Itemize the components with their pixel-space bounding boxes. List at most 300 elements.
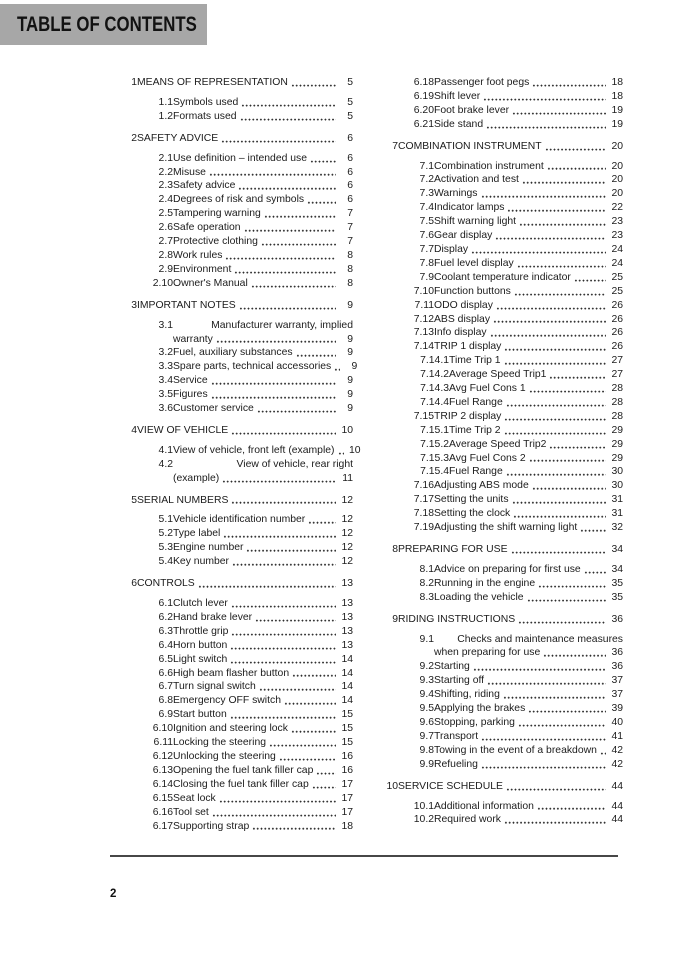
- entry-page-number: 6: [347, 152, 353, 164]
- entry-page-number: 40: [611, 716, 623, 728]
- entry-page-number: 26: [611, 327, 623, 339]
- toc-group: [112, 132, 353, 291]
- section-number: 6: [131, 578, 137, 590]
- entry-page-number: 42: [611, 758, 623, 770]
- section-entry: [137, 424, 353, 438]
- section-entry: [137, 299, 353, 313]
- entry-title: Locking the steering: [173, 737, 266, 749]
- entry-page-number: 12: [341, 556, 353, 568]
- toc-entry: [112, 319, 353, 347]
- entry-title: Stopping, parking: [434, 716, 515, 728]
- entry-body: [434, 257, 623, 271]
- entry-body: [173, 249, 353, 263]
- toc-entry: [373, 326, 623, 340]
- entry-title: Time Trip 2: [449, 424, 501, 436]
- toc-entry: [373, 563, 623, 577]
- toc-entry: [112, 179, 353, 193]
- entry-body: [173, 458, 353, 486]
- dot-leader: [507, 209, 606, 213]
- entry-number: 7.14.3: [420, 383, 449, 395]
- toc-entry: [373, 396, 623, 410]
- toc-entry: [112, 680, 353, 694]
- dot-leader: [486, 126, 606, 130]
- dot-leader: [503, 696, 606, 700]
- entry-number: 1.2: [158, 110, 173, 122]
- toc-entry: [373, 591, 623, 605]
- footer-rule: [110, 855, 618, 857]
- entry-page-number: 42: [611, 744, 623, 756]
- entry-body: [434, 674, 623, 688]
- entry-page-number: 9: [347, 389, 353, 401]
- entry-number: 7.11: [414, 299, 434, 311]
- dot-leader: [209, 173, 336, 177]
- entry-body: [434, 229, 623, 243]
- entry-number: 2.4: [158, 194, 173, 206]
- section-number: 8: [392, 544, 398, 555]
- entry-title: Figures: [173, 389, 208, 401]
- toc-entry: [112, 625, 353, 639]
- dot-leader: [261, 243, 336, 247]
- entry-page-number: 28: [611, 383, 623, 395]
- entry-title: Opening the fuel tank filler cap: [173, 764, 314, 776]
- toc-entry: [112, 166, 353, 180]
- dot-leader: [310, 160, 336, 164]
- entry-title: Throttle grip: [173, 625, 229, 637]
- entry-title: Supporting strap: [173, 820, 250, 832]
- entry-title: High beam flasher button: [173, 667, 290, 679]
- toc-column-right: [373, 76, 623, 827]
- entry-title: Unlocking the steering: [173, 750, 276, 762]
- entry-title: Horn button: [173, 639, 228, 651]
- entry-number: 2.3: [158, 180, 173, 192]
- dot-leader: [532, 84, 606, 88]
- dot-leader: [490, 334, 606, 338]
- toc-entry: [112, 555, 353, 569]
- entry-page-number: 12: [341, 528, 353, 540]
- entry-number: 7.1: [419, 160, 434, 172]
- entry-body: [173, 611, 353, 625]
- entry-body: [434, 90, 623, 104]
- section-page-number: 20: [611, 140, 623, 152]
- entry-title: Setting the units: [434, 494, 509, 506]
- entry-body: [434, 340, 623, 354]
- entry-title: Display: [434, 243, 469, 255]
- entry-number: 5.4: [158, 556, 173, 568]
- dot-leader: [264, 215, 336, 219]
- dot-leader: [255, 619, 336, 623]
- page-title: TABLE OF CONTENTS: [17, 12, 197, 36]
- dot-leader: [518, 621, 606, 625]
- entry-page-number: 20: [611, 188, 623, 200]
- toc-entry: [373, 716, 623, 730]
- toc-entry: [112, 820, 353, 834]
- entry-title: Checks and maintenance measures: [457, 633, 623, 645]
- entry-body: [434, 299, 623, 313]
- entry-number: 8.1: [419, 563, 434, 575]
- dot-leader: [529, 459, 606, 463]
- entry-title: Indicator lamps: [434, 202, 505, 214]
- toc-group: [112, 424, 361, 486]
- dot-leader: [222, 480, 336, 484]
- entry-page-number: 15: [341, 737, 353, 749]
- entry-page-number: 8: [347, 263, 353, 275]
- entry-page-number: 29: [611, 452, 623, 464]
- dot-leader: [511, 551, 606, 555]
- toc-entry: [112, 708, 353, 722]
- toc-entry: [373, 104, 623, 118]
- entry-title: Avg Fuel Cons 2: [449, 452, 526, 464]
- section-title: SAFETY ADVICE: [137, 132, 219, 144]
- dot-leader: [231, 633, 336, 637]
- toc-group: [112, 76, 353, 124]
- dot-leader: [512, 501, 606, 505]
- entry-number: 6.4: [158, 639, 173, 651]
- entry-page-number: 7: [347, 222, 353, 234]
- entry-title: Required work: [434, 814, 501, 826]
- entry-title-line2: [173, 333, 353, 347]
- dot-leader: [481, 738, 606, 742]
- entry-body: [173, 346, 353, 360]
- entry-title: Activation and test: [434, 174, 519, 186]
- section-entry: [398, 140, 623, 154]
- entry-page-number: 36: [611, 647, 623, 659]
- section-entry: [398, 543, 623, 557]
- toc-entry: [373, 493, 623, 507]
- section-entry: [137, 494, 353, 508]
- entry-title: Ignition and steering lock: [173, 723, 288, 735]
- entry-number: 10.1: [413, 800, 434, 812]
- dot-leader: [483, 98, 606, 102]
- section-number: 10: [386, 780, 398, 792]
- dot-leader: [211, 396, 336, 400]
- toc-entry: [373, 90, 623, 104]
- entry-page-number: 28: [611, 396, 623, 408]
- entry-number: 9.6: [419, 716, 434, 728]
- dot-leader: [504, 348, 606, 352]
- entry-number: 5.3: [158, 542, 173, 554]
- entry-page-number: 26: [611, 313, 623, 325]
- entry-title: Key number: [173, 556, 230, 568]
- entry-page-number: 9: [347, 403, 353, 415]
- entry-body: [173, 722, 353, 736]
- entry-title: Environment: [173, 263, 232, 275]
- toc-entry: [373, 410, 623, 424]
- entry-page-number: 14: [341, 695, 353, 707]
- entry-title-continued: when preparing for use: [434, 647, 541, 659]
- entry-number: 7.5: [419, 216, 434, 228]
- toc-entry: [112, 778, 353, 792]
- dot-leader: [257, 410, 336, 414]
- section-page-number: 44: [611, 780, 623, 792]
- entry-title: Starting: [434, 661, 470, 673]
- section-number: 1: [131, 77, 137, 88]
- entry-number: 6.1: [158, 598, 173, 609]
- entry-body: [173, 680, 353, 694]
- entry-title: Customer service: [173, 403, 254, 415]
- toc-entry: [373, 187, 623, 201]
- toc-entry: [112, 249, 353, 263]
- dot-leader: [504, 362, 606, 366]
- toc-entry: [373, 201, 623, 215]
- entry-number: 5.2: [158, 528, 173, 540]
- toc-entry: [373, 730, 623, 744]
- entry-page-number: 12: [341, 542, 353, 554]
- entry-title: Time Trip 1: [449, 355, 501, 367]
- entry-body: [173, 388, 353, 402]
- entry-page-number: 9: [347, 333, 353, 345]
- entry-body: [434, 800, 623, 814]
- toc-entry: [112, 152, 353, 166]
- entry-body: [173, 277, 353, 291]
- dot-leader: [538, 585, 606, 589]
- dot-leader: [481, 766, 606, 770]
- entry-number: 7.18: [413, 508, 434, 520]
- entry-page-number: 18: [611, 90, 623, 102]
- toc-entry: [112, 221, 353, 235]
- entry-body: [173, 708, 353, 722]
- entry-title: Passenger foot pegs: [434, 77, 530, 88]
- entry-page-number: 16: [341, 750, 353, 762]
- dot-leader: [517, 265, 606, 269]
- dot-leader: [211, 382, 336, 386]
- dot-leader: [545, 148, 606, 152]
- entry-number: 6.7: [158, 681, 173, 693]
- entry-page-number: 13: [341, 625, 353, 637]
- entry-body: [173, 221, 353, 235]
- entry-title: Adjusting the shift warning light: [434, 522, 578, 534]
- toc-entry: [112, 110, 353, 124]
- toc-entry: [112, 374, 353, 388]
- dot-leader: [518, 724, 606, 728]
- entry-body: [434, 187, 623, 201]
- entry-page-number: 35: [611, 591, 623, 603]
- entry-title: TRIP 2 display: [434, 410, 502, 422]
- dot-leader: [504, 432, 606, 436]
- entry-number: 2.7: [158, 236, 173, 248]
- entry-page-number: 17: [341, 778, 353, 790]
- entry-title: Function buttons: [434, 285, 511, 297]
- section-entry: [398, 780, 623, 794]
- entry-page-number: 20: [611, 174, 623, 186]
- toc-entry: [112, 360, 358, 374]
- dot-leader: [506, 788, 606, 792]
- page-header: [0, 4, 207, 45]
- dot-leader: [198, 585, 336, 589]
- entry-page-number: 26: [611, 299, 623, 311]
- toc-section-heading: [112, 76, 353, 90]
- dot-leader: [496, 307, 606, 311]
- entry-number: 3.1: [158, 319, 173, 331]
- dot-leader: [334, 368, 340, 372]
- dot-leader: [279, 758, 336, 762]
- toc-entry: [373, 257, 623, 271]
- entry-body: [173, 179, 353, 193]
- entry-body: [449, 382, 623, 396]
- entry-page-number: 37: [611, 675, 623, 687]
- dot-leader: [219, 800, 336, 804]
- entry-page-number: 28: [611, 410, 623, 422]
- dot-leader: [493, 320, 606, 324]
- entry-body: [173, 96, 353, 110]
- dot-leader: [252, 827, 336, 831]
- entry-number: 9.8: [419, 744, 434, 756]
- dot-leader: [231, 501, 336, 505]
- toc-entry: [112, 527, 353, 541]
- entry-number: 4.2: [158, 458, 173, 470]
- entry-number: 7.14.2: [420, 369, 449, 381]
- toc-group: [373, 780, 623, 828]
- entry-body: [173, 360, 358, 374]
- toc-entry: [373, 674, 623, 688]
- section-page-number: 10: [341, 424, 353, 436]
- section-title: COMBINATION INSTRUMENT: [398, 140, 542, 152]
- toc-entry: [373, 160, 623, 174]
- section-number: 5: [131, 494, 137, 506]
- toc-entry: [112, 806, 353, 820]
- dot-leader: [240, 118, 336, 122]
- section-number: 4: [131, 424, 137, 436]
- toc-entry: [373, 507, 623, 521]
- entry-title: TRIP 1 display: [434, 341, 502, 353]
- entry-title: Setting the clock: [434, 508, 511, 520]
- toc-entry: [112, 235, 353, 249]
- dot-leader: [241, 104, 336, 108]
- toc-entry: [373, 438, 623, 452]
- section-page-number: 6: [347, 132, 353, 144]
- section-title: CONTROLS: [137, 578, 195, 590]
- toc-entry: [112, 96, 353, 110]
- dot-leader: [495, 237, 606, 241]
- toc-entry: [112, 750, 353, 764]
- entry-page-number: 22: [611, 202, 623, 214]
- entry-number: 7.15.1: [420, 424, 449, 436]
- entry-number: 6.14: [152, 778, 173, 790]
- entry-body: [434, 201, 623, 215]
- dot-leader: [292, 674, 336, 678]
- dot-leader: [580, 529, 606, 533]
- entry-body: [173, 235, 353, 249]
- entry-page-number: 25: [611, 285, 623, 297]
- entry-number: 2.6: [158, 222, 173, 234]
- entry-body: [173, 541, 353, 555]
- dot-leader: [574, 279, 606, 283]
- entry-body: [449, 396, 623, 410]
- entry-page-number: 13: [341, 611, 353, 623]
- entry-title: Light switch: [173, 653, 228, 665]
- entry-page-number: 15: [341, 723, 353, 735]
- toc-entry: [112, 694, 353, 708]
- dot-leader: [549, 376, 606, 380]
- toc-entry: [373, 340, 623, 354]
- dot-leader: [514, 293, 606, 297]
- entry-number: 5.1: [158, 514, 173, 526]
- entry-body: [449, 452, 623, 466]
- entry-number: 9.4: [419, 689, 434, 701]
- dot-leader: [522, 181, 606, 185]
- entry-number: 6.5: [158, 653, 173, 665]
- section-title: SERVICE SCHEDULE: [398, 780, 503, 792]
- toc-section-heading: [373, 780, 623, 794]
- toc-entry: [112, 597, 353, 611]
- entry-title: Engine number: [173, 542, 244, 554]
- toc-section-heading: [112, 424, 353, 438]
- section-number: 9: [392, 613, 398, 625]
- entry-title-continued: (example): [173, 472, 220, 484]
- entry-page-number: 34: [611, 563, 623, 575]
- dot-leader: [600, 752, 606, 756]
- entry-page-number: 25: [611, 271, 623, 283]
- entry-title: Tampering warning: [173, 208, 261, 220]
- section-entry: [398, 613, 623, 627]
- entry-body: [434, 326, 623, 340]
- entry-body: [449, 465, 623, 479]
- entry-page-number: 17: [341, 792, 353, 804]
- entry-number: 7.14.1: [420, 355, 449, 367]
- section-entry: [137, 577, 353, 591]
- toc-entry: [373, 479, 623, 493]
- entry-page-number: 12: [341, 514, 353, 526]
- entry-number: 10.2: [413, 814, 434, 826]
- entry-page-number: 17: [341, 806, 353, 818]
- toc-group: [373, 140, 623, 535]
- dot-leader: [506, 473, 606, 477]
- entry-body: [434, 507, 623, 521]
- entry-body: [434, 521, 623, 535]
- dot-leader: [338, 452, 344, 456]
- entry-title: Formats used: [173, 110, 237, 122]
- entry-page-number: 19: [611, 104, 623, 116]
- dot-leader: [234, 271, 336, 275]
- toc-entry: [373, 688, 623, 702]
- entry-page-number: 20: [611, 160, 623, 172]
- toc-entry: [373, 313, 623, 327]
- entry-body: [434, 243, 623, 257]
- entry-number: 7.9: [419, 271, 434, 283]
- entry-title: Safe operation: [173, 222, 241, 234]
- toc-entry: [373, 452, 623, 466]
- entry-body: [173, 625, 353, 639]
- dot-leader: [269, 744, 336, 748]
- entry-body: [434, 633, 623, 661]
- section-page-number: 5: [347, 77, 353, 88]
- toc-entry: [373, 354, 623, 368]
- entry-number: 7.13: [413, 327, 434, 339]
- toc-entry: [373, 285, 623, 299]
- entry-body: [173, 207, 353, 221]
- toc-entry: [112, 653, 353, 667]
- entry-title: Average Speed Trip1: [449, 369, 547, 381]
- entry-number: 3.3: [158, 361, 173, 373]
- dot-leader: [312, 786, 336, 790]
- entry-body: [173, 792, 353, 806]
- entry-number: 6.12: [152, 750, 173, 762]
- entry-number: 6.3: [158, 625, 173, 637]
- entry-title: Advice on preparing for first use: [434, 563, 581, 575]
- toc-entry: [373, 660, 623, 674]
- entry-title: Use definition – intended use: [173, 152, 308, 164]
- entry-number: 6.15: [152, 792, 173, 804]
- entry-number: 2.8: [158, 249, 173, 261]
- toc-entry: [373, 118, 623, 132]
- entry-body: [173, 402, 353, 416]
- section-number: 7: [392, 140, 398, 152]
- entry-page-number: 6: [347, 180, 353, 192]
- section-title: PREPARING FOR USE: [398, 544, 508, 555]
- entry-page-number: 23: [611, 216, 623, 228]
- toc-entry: [112, 611, 353, 625]
- entry-title: ODO display: [434, 299, 493, 311]
- entry-number: 3.5: [158, 389, 173, 401]
